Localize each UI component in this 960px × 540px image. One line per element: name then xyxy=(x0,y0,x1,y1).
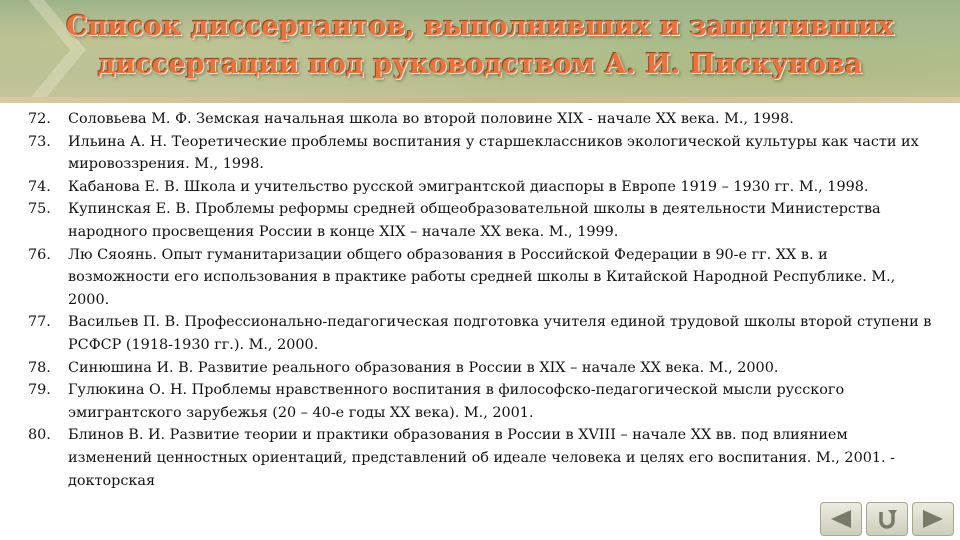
item-number: 77. xyxy=(28,314,51,331)
item-number: 73. xyxy=(28,133,51,150)
item-text: Лю Сяоянь. Опыт гуманитаризации общего образования в Российской Федерации в 90-е гг. XX в. и возможности его использования в практике работы средней школы в Китайской Народной Республике. М., 2000. xyxy=(68,246,896,308)
list-item xyxy=(28,198,933,243)
item-number: 72. xyxy=(28,111,51,127)
return-button[interactable] xyxy=(866,502,908,536)
slide-navigation xyxy=(820,502,954,536)
item-number: 75. xyxy=(28,201,51,218)
triangle-left-icon xyxy=(829,509,853,529)
list-item xyxy=(28,424,933,492)
item-number: 80. xyxy=(28,427,51,444)
list-item xyxy=(28,311,933,356)
item-number: 74. xyxy=(28,178,51,195)
item-text: Васильев П. В. Профессионально-педагогическая подготовка учителя единой трудовой школы второй ступени в РСФСР (1918-1930 гг.). М., 2000. xyxy=(68,314,932,353)
item-text: Синюшина И. В. Развитие реального образования в России в XIX – начале XX века. М., 2000. xyxy=(68,359,779,376)
item-text: Купинская Е. В. Проблемы реформы средней общеобразовательной школы в деятельности Министерства народного просвещения России в конце XIX – начале XX века. М., 1999. xyxy=(68,201,881,240)
item-text: Ильина А. Н. Теоретические проблемы воспитания у старшеклассников экологической культуры как части их мировоззрения. М., 1998. xyxy=(68,133,919,173)
list-item xyxy=(28,379,933,424)
slide-title xyxy=(40,8,920,84)
item-text: Гулюкина О. Н. Проблемы нравственного воспитания в философско-педагогической мысли русского эмигрантского зарубежья (20 – 40-е годы XX века). М., 2001. xyxy=(68,382,845,421)
header-divider xyxy=(0,97,960,103)
triangle-right-icon xyxy=(921,509,945,529)
slide-header xyxy=(0,0,960,103)
item-text: Кабанова Е. В. Школа и учительство русской эмигрантской диаспоры в Европе 1919 – 1930 гг. М., 1998. xyxy=(68,178,869,195)
title-line-1: Список диссертантов, выполнивших и защитивших xyxy=(66,11,894,42)
item-number: 79. xyxy=(28,382,51,399)
list-item xyxy=(28,244,933,312)
dissertation-list xyxy=(28,108,933,492)
next-slide-button[interactable] xyxy=(912,502,954,536)
item-text: Соловьева М. Ф. Земская начальная школа во второй половине XIX - начале XX века. М., 1998. xyxy=(68,111,794,127)
item-number: 76. xyxy=(28,246,51,263)
list-item xyxy=(28,357,933,380)
list-item xyxy=(28,108,933,131)
list-item xyxy=(28,176,933,199)
previous-slide-button[interactable] xyxy=(820,502,862,536)
title-line-2: диссертации под руководством А. И. Пискунова xyxy=(97,49,863,80)
item-text: Блинов В. И. Развитие теории и практики образования в России в XVIII – начале XX вв. под влиянием изменений ценностных ориентаций, представлений об идеале человека и целях его воспитания. М., 2001. - докторская xyxy=(68,427,896,489)
list-item xyxy=(28,131,933,176)
item-number: 78. xyxy=(28,359,51,376)
return-arrow-icon xyxy=(875,508,899,530)
